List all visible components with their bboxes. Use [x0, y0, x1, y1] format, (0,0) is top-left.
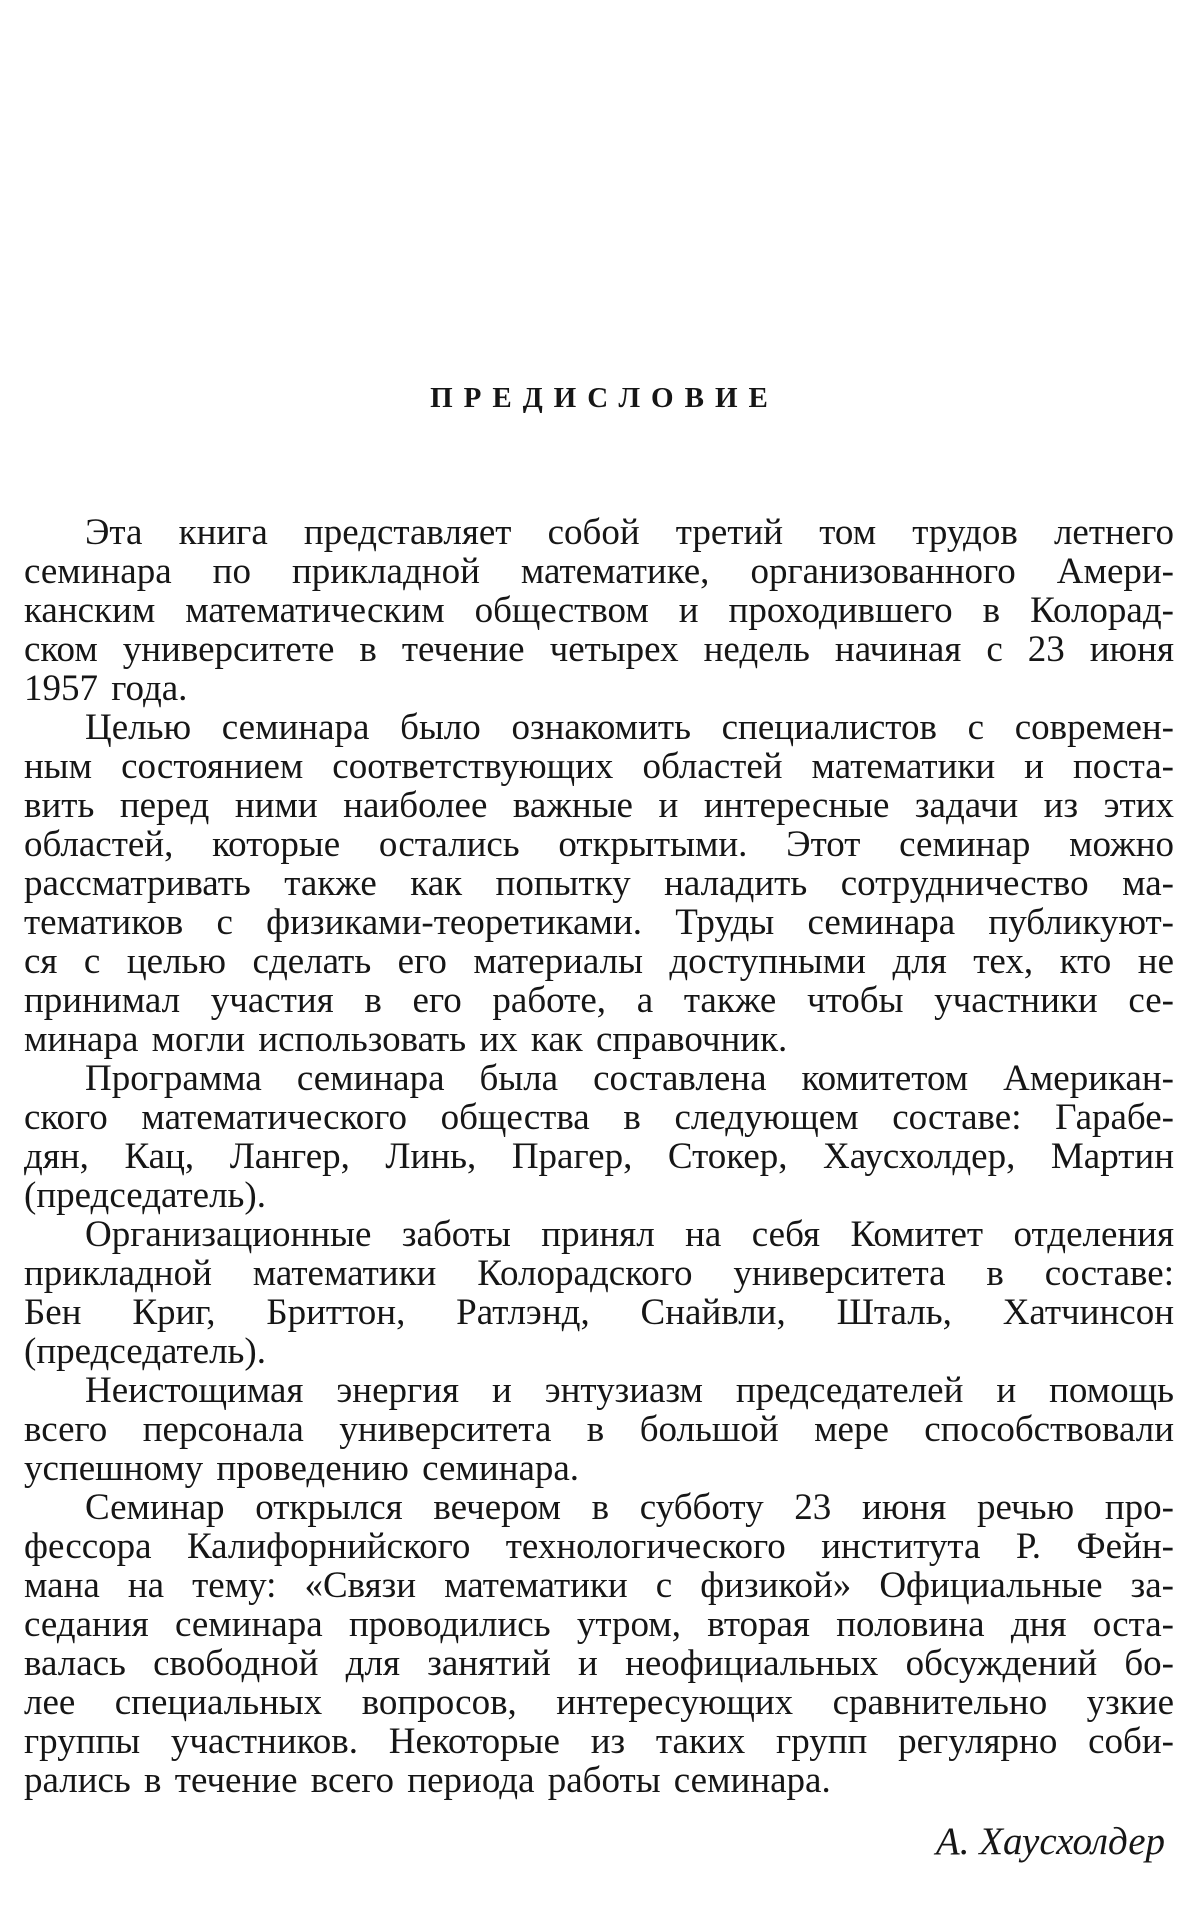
author-signature: А. Хаусхолдер — [935, 1820, 1165, 1863]
text-line: областей, которые остались открытыми. Этот семинар можно — [24, 824, 1174, 865]
text-line: Семинар открылся вечером в субботу 23 июня речью про- — [85, 1487, 1174, 1528]
text-line: ском университете в течение четырех недель начиная с 23 июня — [24, 629, 1174, 670]
text-line: ского математического общества в следующем составе: Гарабе- — [24, 1097, 1174, 1138]
text-line: принимал участия в его работе, а также чтобы участники се- — [24, 980, 1174, 1021]
text-line: ным состоянием соответствующих областей математики и поста- — [24, 746, 1174, 787]
text-line: канским математическим обществом и проходившего в Колорад- — [24, 590, 1174, 631]
text-line: Неистощимая энергия и энтузиазм председателей и помощь — [85, 1370, 1174, 1411]
text-line: Целью семинара было ознакомить специалистов с современ- — [85, 707, 1174, 748]
text-line: Эта книга представляет собой третий том трудов летнего — [85, 512, 1174, 553]
page-title: ПРЕДИСЛОВИЕ — [430, 382, 779, 414]
text-line: рассматривать также как попытку наладить сотрудничество ма- — [24, 863, 1174, 904]
text-line: седания семинара проводились утром, вторая половина дня оста- — [24, 1604, 1174, 1645]
text-line: валась свободной для занятий и неофициальных обсуждений бо- — [24, 1643, 1174, 1684]
text-line: минара могли использовать их как справочник. — [24, 1019, 788, 1060]
text-line: Бен Криг, Бриттон, Ратлэнд, Снайвли, Шталь, Хатчинсон — [24, 1292, 1174, 1333]
text-line: 1957 года. — [24, 668, 188, 709]
text-line: Программа семинара была составлена комитетом Американ- — [85, 1058, 1174, 1099]
text-line: вить перед ними наиболее важные и интересные задачи из этих — [24, 785, 1174, 826]
text-line: прикладной математики Колорадского университета в составе: — [24, 1253, 1174, 1294]
text-line: ся с целью сделать его материалы доступными для тех, кто не — [24, 941, 1174, 982]
text-line: семинара по прикладной математике, организованного Амери- — [24, 551, 1174, 592]
text-line: тематиков с физиками-теоретиками. Труды семинара публикуют- — [24, 902, 1174, 943]
text-line: рались в течение всего периода работы семинара. — [24, 1760, 831, 1801]
text-line: (председатель). — [24, 1331, 266, 1372]
text-line: лее специальных вопросов, интересующих сравнительно узкие — [24, 1682, 1174, 1723]
text-line: всего персонала университета в большой мере способствовали — [24, 1409, 1174, 1450]
text-line: группы участников. Некоторые из таких групп регулярно соби- — [24, 1721, 1174, 1762]
text-line: успешному проведению семинара. — [24, 1448, 580, 1489]
text-line: Организационные заботы принял на себя Комитет отделения — [85, 1214, 1174, 1255]
text-line: дян, Кац, Лангер, Линь, Прагер, Стокер, Хаусхолдер, Мартин — [24, 1136, 1174, 1177]
text-line: фессора Калифорнийского технологического института Р. Фейн- — [24, 1526, 1174, 1567]
preface-body — [24, 513, 1174, 1800]
text-line: (председатель). — [24, 1175, 266, 1216]
text-line: мана на тему: «Связи математики с физикой» Официальные за- — [24, 1565, 1174, 1606]
